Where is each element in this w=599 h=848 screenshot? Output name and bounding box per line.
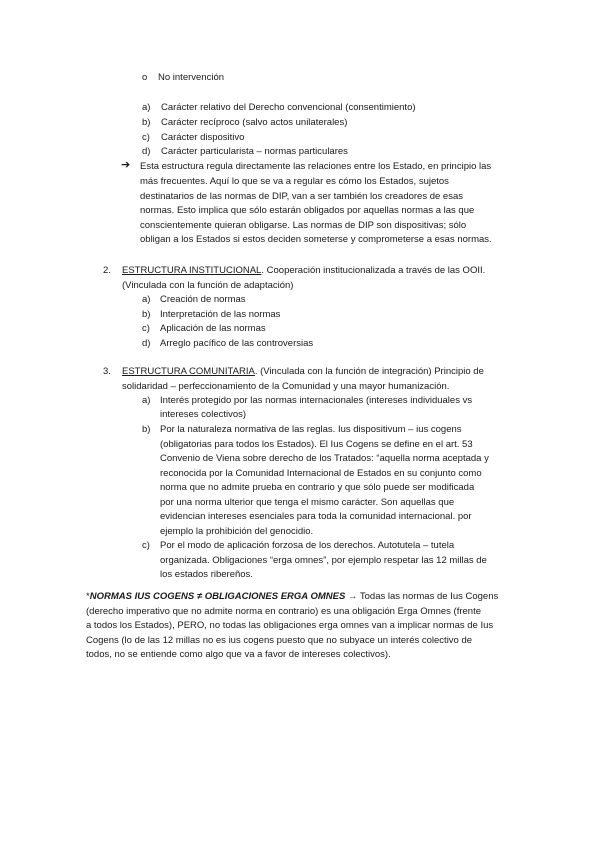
list-marker: d) bbox=[142, 146, 151, 157]
list-item-line: Por la naturaleza normativa de las reglas. Ius dispositivum – ius cogens bbox=[160, 424, 462, 435]
list-item-line: por una norma ulterior que tenga el mismo carácter. Son aquellas que bbox=[160, 497, 455, 508]
section-title: ESTRUCTURA COMUNITARIA bbox=[122, 366, 255, 377]
list-item: Carácter particularista – normas particulares bbox=[161, 146, 348, 157]
list-marker: a) bbox=[142, 102, 151, 113]
note-line: Cogens (lo de las 12 millas no es ius cogens puesto que no subyace un interés colectivo de bbox=[86, 635, 473, 646]
section-title-rest: . Cooperación institucionalizada a través de las OOII. bbox=[261, 265, 486, 276]
paragraph-line: más frecuentes. Aquí lo que se va a regular es cómo los Estados, sujetos bbox=[140, 176, 449, 187]
right-arrow-icon: ➔ bbox=[121, 159, 131, 171]
list-marker: c) bbox=[142, 540, 150, 551]
list-item-line: Interés protegido por las normas internacionales (intereses individuales vs bbox=[160, 395, 473, 406]
paragraph-line: conscientemente quieran obligarse. Las normas de DIP son dispositivas; sólo bbox=[140, 220, 467, 231]
section-number: 3. bbox=[103, 366, 111, 377]
note-heading: NORMAS IUS COGENS ≠ OBLIGACIONES ERGA OMNES bbox=[89, 591, 346, 602]
list-item-line: evidencian intereses esenciales para toda la comunidad internacional. por bbox=[160, 511, 472, 522]
bullet-marker: o bbox=[142, 72, 148, 83]
list-item-line: reconocida por la Comunidad Internacional de Estados en su conjunto como bbox=[160, 468, 482, 479]
list-marker: c) bbox=[142, 132, 150, 143]
list-marker: a) bbox=[142, 395, 151, 406]
section-heading bbox=[122, 365, 484, 378]
list-item-line: Por el modo de aplicación forzosa de los derechos. Autotutela – tutela bbox=[160, 540, 455, 551]
list-item: Creación de normas bbox=[160, 294, 246, 305]
list-marker: c) bbox=[142, 323, 150, 334]
list-item-line: los estados ribereños. bbox=[160, 569, 253, 580]
list-item-line: Convenio de Viena sobre derecho de los Tratados: “aquella norma aceptada y bbox=[160, 453, 489, 464]
list-marker: b) bbox=[142, 309, 151, 320]
note-first-rest: → Todas las normas de Ius Cogens bbox=[345, 591, 499, 602]
list-item: Interpretación de las normas bbox=[160, 309, 281, 320]
paragraph-line: normas. Esto implica que sólo estarán obligados por aquellas normas a las que bbox=[140, 205, 475, 216]
list-item: Carácter recíproco (salvo actos unilaterales) bbox=[161, 117, 348, 128]
list-item-line: (obligatorias para todos los Estados). El Ius Cogens se define en el art. 53 bbox=[160, 439, 473, 450]
list-item: Carácter relativo del Derecho convencional (consentimiento) bbox=[161, 102, 416, 113]
list-marker: b) bbox=[142, 117, 151, 128]
paragraph-line: obligan a los Estados si estos deciden someterse y comprometerse a esas normas. bbox=[140, 234, 492, 245]
list-item-line: ejemplo la prohibición del genocidio. bbox=[160, 526, 314, 537]
section-subtitle: (Vinculada con la función de adaptación) bbox=[122, 280, 294, 291]
note-first-line bbox=[86, 590, 498, 603]
section-title: ESTRUCTURA INSTITUCIONAL bbox=[122, 265, 262, 276]
list-item: Aplicación de las normas bbox=[160, 323, 266, 334]
paragraph-line: Esta estructura regula directamente las relaciones entre los Estado, en principio las bbox=[140, 161, 492, 172]
list-item-line: organizada. Obligaciones “erga omnes”, por ejemplo respetar las 12 millas de bbox=[160, 555, 487, 566]
list-item: Arreglo pacífico de las controversias bbox=[160, 338, 314, 349]
paragraph-line: destinatarios de las normas de DIP, van a ser también los creadores de esas bbox=[140, 191, 463, 202]
section-title-rest: . (Vinculada con la función de integración) Principio de bbox=[254, 366, 484, 377]
bullet-text: No intervención bbox=[158, 72, 225, 83]
list-marker: d) bbox=[142, 338, 151, 349]
section-number: 2. bbox=[103, 265, 111, 276]
note-line: todos, no se entiende como algo que va a favor de intereses colectivos). bbox=[86, 649, 391, 660]
note-line: a todos los Estados), PERO, no todas las obligaciones erga omnes van a implicar normas de Ius bbox=[86, 620, 494, 631]
list-item: Carácter dispositivo bbox=[161, 132, 245, 143]
note-star: * bbox=[86, 591, 90, 602]
list-item-line: intereses colectivos) bbox=[160, 409, 247, 420]
list-marker: b) bbox=[142, 424, 151, 435]
list-item-line: norma que no admite prueba en contrario y que sólo puede ser modificada bbox=[160, 482, 475, 493]
note-line: (derecho imperativo que no admite norma en contrario) es una obligación Erga Omnes (frente bbox=[86, 606, 481, 617]
section-subtitle: solidaridad – perfeccionamiento de la Comunidad y una mayor humanización. bbox=[122, 381, 450, 392]
list-marker: a) bbox=[142, 294, 151, 305]
section-heading bbox=[122, 264, 485, 277]
